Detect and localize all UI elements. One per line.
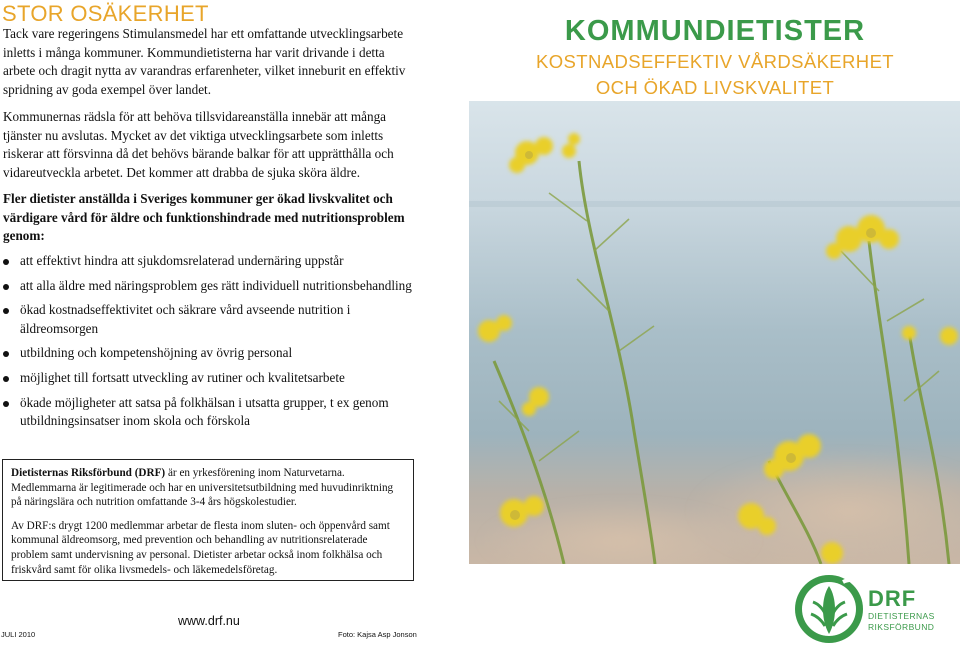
benefits-intro: Fler dietister anställda i Sveriges kommuner ger ökad livskvalitet och värdigare vård för äldre och funktionshindrade med nutritionsproblem genom: xyxy=(3,191,405,244)
cover-photo xyxy=(469,101,960,564)
website-link[interactable]: www.drf.nu xyxy=(178,614,240,628)
intro-paragraph: Tack vare regeringens Stimulansmedel har ett omfattande utvecklingsarbete inletts i många kommuner. Kommundietisterna har varit drivande i detta arbete och dragit nytta av varandras erfarenheter, vilket inneburit en effektiv spridning av goda exempel över landet. xyxy=(3,26,406,97)
logo-line-2: RIKSFÖRBUND xyxy=(868,622,935,632)
bullet-icon xyxy=(3,401,9,407)
info-paragraph-1 xyxy=(11,466,405,510)
info-paragraph-2: Av DRF:s drygt 1200 medlemmar arbetar de flesta inom sluten- och öppenvård samt kommunal äldreomsorg, med prevention och behandling av nutritionsrelaterade problem samt undervisning av personal. Dietister arbetar också inom folkhälsa och friskvård samt för olika livsmedels- och läkemedelsföretag. xyxy=(11,519,390,576)
bullet-icon xyxy=(3,259,9,265)
cover-title-block xyxy=(470,14,960,100)
logo-line-1: DIETISTERNAS xyxy=(868,611,935,621)
org-abbr: (DRF) xyxy=(131,467,166,479)
bullet-icon xyxy=(3,351,9,357)
list-item-text: att alla äldre med näringsproblem ges rätt individuell nutritionsbehandling xyxy=(20,277,412,293)
org-name: Dietisternas Riksförbund xyxy=(11,467,132,479)
list-item xyxy=(0,301,420,338)
logo-wordmark xyxy=(868,588,935,632)
bullet-icon xyxy=(3,308,9,314)
photo-credit: Foto: Kajsa Asp Jonson xyxy=(338,630,417,639)
list-item-text: utbildning och kompetenshöjning av övrig personal xyxy=(20,345,293,361)
benefits-list xyxy=(0,250,420,431)
list-item xyxy=(0,369,420,388)
drf-seal-icon xyxy=(793,572,873,649)
list-item xyxy=(0,277,420,296)
cover-subtitle-line-1: KOSTNADSEFFEKTIV VÅRDSÄKERHET xyxy=(535,51,895,72)
cover-subtitle-line-2: OCH ÖKAD LIVSKVALITET xyxy=(595,77,835,98)
list-item xyxy=(0,394,420,431)
logo-abbr: DRF xyxy=(868,586,917,611)
cover-title: KOMMUNDIETISTER xyxy=(564,15,866,47)
left-column xyxy=(0,0,440,649)
list-item xyxy=(0,344,420,363)
info-text: är en yrkesförening inom Naturvetarna. Medlemmarna är legitimerade och har en universitetsutbildning med huvudinriktning på näringslära och nutrition omfattande 3-4 års högskolestudier. xyxy=(11,467,394,509)
list-item xyxy=(0,252,420,271)
list-item-text: ökade möjligheter att satsa på folkhälsan i utsatta grupper, t ex genom utbildningsinsatser inom skola och förskola xyxy=(20,394,389,429)
publication-date: JULI 2010 xyxy=(1,630,36,639)
flower-photo-illustration xyxy=(469,101,960,564)
bullet-icon xyxy=(3,376,9,382)
concern-paragraph: Kommunernas rädsla för att behöva tillsvidareanställa innebär att många tjänster nu avslutas. Mycket av det viktiga utvecklingsarbete som inletts riskerar att försvinna då det behövs bärande balkar för att upprätthålla och vidareutveckla arbetet. Det kommer att drabba de sjuka sköra äldre. xyxy=(3,109,394,180)
section-heading: STOR OSÄKERHET xyxy=(2,1,209,26)
list-item-text: ökad kostnadseffektivitet och säkrare vård avseende nutrition i äldreomsorgen xyxy=(20,302,351,336)
bullet-icon xyxy=(3,284,9,290)
organization-info-box xyxy=(2,459,414,581)
list-item-text: att effektivt hindra att sjukdomsrelaterad undernäring uppstår xyxy=(20,253,344,268)
list-item-text: möjlighet till fortsatt utveckling av rutiner och kvalitetsarbete xyxy=(20,369,345,385)
